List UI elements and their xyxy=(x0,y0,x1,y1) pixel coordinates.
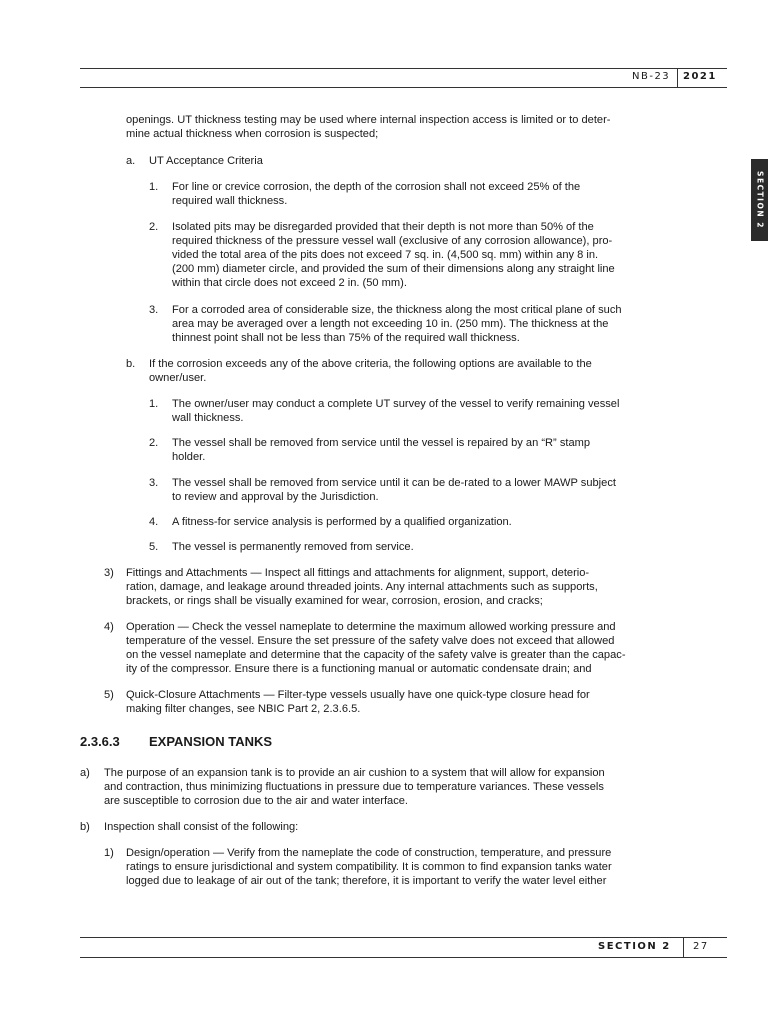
item-4-label: 4) xyxy=(104,621,114,633)
header-rule-top xyxy=(80,68,727,69)
side-tab-label: SECTION 2 xyxy=(755,171,764,229)
item-a2-label: 2. xyxy=(149,221,159,233)
item-a3-line: area may be averaged over a length not exceeding 10 in. (250 mm). The thickness at the xyxy=(172,318,609,330)
item-b3-line: The vessel shall be removed from service until it can be de-rated to a lower MAWP subject xyxy=(172,477,616,489)
section-b-line: Inspection shall consist of the following: xyxy=(104,821,299,833)
footer-section-label: SECTION 2 xyxy=(598,941,671,952)
item-4-line: Operation — Check the vessel nameplate to determine the maximum allowed working pressure and xyxy=(126,621,616,633)
footer-divider xyxy=(683,937,684,957)
item-4-line: temperature of the vessel. Ensure the set pressure of the safety valve does not exceed that allowed xyxy=(126,635,615,647)
item-b-line: owner/user. xyxy=(149,372,207,384)
section-a-line: The purpose of an expansion tank is to provide an air cushion to a system that will allow for expansion xyxy=(104,767,605,779)
item-b4-label: 4. xyxy=(149,516,159,528)
item-a-text: UT Acceptance Criteria xyxy=(149,155,263,167)
item-b5-label: 5. xyxy=(149,541,159,553)
section-title: EXPANSION TANKS xyxy=(149,734,273,749)
item-b5-line: The vessel is permanently removed from service. xyxy=(172,541,414,553)
item-a3-line: thinnest point shall not be less than 75% of the required wall thickness. xyxy=(172,332,520,344)
item-b2-label: 2. xyxy=(149,437,159,449)
section-number: 2.3.6.3 xyxy=(80,734,120,749)
item-3-label: 3) xyxy=(104,567,114,579)
section-a-line: and contraction, thus minimizing fluctuations in pressure due to temperature variances. These vessels xyxy=(104,781,604,793)
header-rule-bottom xyxy=(80,87,727,88)
header-year: 2021 xyxy=(683,71,717,82)
section-a-label: a) xyxy=(80,767,90,779)
section-side-tab xyxy=(751,159,768,241)
item-5-line: Quick-Closure Attachments — Filter-type vessels usually have one quick-type closure head for xyxy=(126,689,590,701)
item-a2-line: Isolated pits may be disregarded provided that their depth is not more than 50% of the xyxy=(172,221,594,233)
item-3-line: brackets, or rings shall be visually examined for wear, corrosion, erosion, and cracks; xyxy=(126,595,543,607)
item-b-label: b. xyxy=(126,358,136,370)
header-divider xyxy=(677,68,678,87)
intro-line-1: openings. UT thickness testing may be used where internal inspection access is limited or to deter- xyxy=(126,114,611,126)
item-3-line: Fittings and Attachments — Inspect all fittings and attachments for alignment, support, deterio- xyxy=(126,567,590,579)
item-b4-line: A fitness-for service analysis is performed by a qualified organization. xyxy=(172,516,512,528)
item-4-line: on the vessel nameplate and determine that the capacity of the safety valve is greater than the capac- xyxy=(126,649,626,661)
footer-rule-bottom xyxy=(80,957,727,958)
item-b3-line: to review and approval by the Jurisdiction. xyxy=(172,491,379,503)
section-1-line: logged due to leakage of air out of the tank; therefore, it is important to verify the water level either xyxy=(126,875,607,887)
intro-line-2: mine actual thickness when corrosion is suspected; xyxy=(126,128,379,140)
item-a3-line: For a corroded area of considerable size, the thickness along the most critical plane of such xyxy=(172,304,622,316)
item-a1-line: required wall thickness. xyxy=(172,195,288,207)
item-b1-line: The owner/user may conduct a complete UT survey of the vessel to verify remaining vessel xyxy=(172,398,620,410)
item-a2-line: vided the total area of the pits does not exceed 7 sq. in. (4,500 sq. mm) within any 8 in. xyxy=(172,249,599,261)
item-4-line: ity of the compressor. Ensure there is a functioning manual or automatic condensate drain; and xyxy=(126,663,592,675)
item-b2-line: holder. xyxy=(172,451,206,463)
item-a1-line: For line or crevice corrosion, the depth of the corrosion shall not exceed 25% of the xyxy=(172,181,581,193)
item-a2-line: within that circle does not exceed 2 in. (50 mm). xyxy=(172,277,407,289)
item-b2-line: The vessel shall be removed from service until the vessel is repaired by an “R” stamp xyxy=(172,437,591,449)
footer-page-number: 27 xyxy=(693,941,709,952)
item-5-line: making filter changes, see NBIC Part 2, 2.3.6.5. xyxy=(126,703,361,715)
item-5-label: 5) xyxy=(104,689,114,701)
item-b1-line: wall thickness. xyxy=(172,412,244,424)
item-b3-label: 3. xyxy=(149,477,159,489)
item-a-label: a. xyxy=(126,155,136,167)
item-a3-label: 3. xyxy=(149,304,159,316)
section-1-label: 1) xyxy=(104,847,114,859)
item-a2-line: required thickness of the pressure vessel wall (exclusive of any corrosion allowance), pro- xyxy=(172,235,613,247)
item-b1-label: 1. xyxy=(149,398,159,410)
item-a2-line: (200 mm) diameter circle, and provided the sum of their dimensions along any straight line xyxy=(172,263,615,275)
footer-rule-top xyxy=(80,937,727,938)
section-a-line: are susceptible to corrosion due to the air and water interface. xyxy=(104,795,409,807)
item-3-line: ration, damage, and leakage around threaded joints. Any internal attachments such as supports, xyxy=(126,581,598,593)
section-b-label: b) xyxy=(80,821,90,833)
item-a1-label: 1. xyxy=(149,181,159,193)
section-1-line: ratings to ensure jurisdictional and system compatibility. It is common to find expansion tanks water xyxy=(126,861,612,873)
item-b-line: If the corrosion exceeds any of the above criteria, the following options are available to the xyxy=(149,358,592,370)
header-doc-code: NB-23 xyxy=(632,71,671,82)
section-1-line: Design/operation — Verify from the nameplate the code of construction, temperature, and pressure xyxy=(126,847,612,859)
